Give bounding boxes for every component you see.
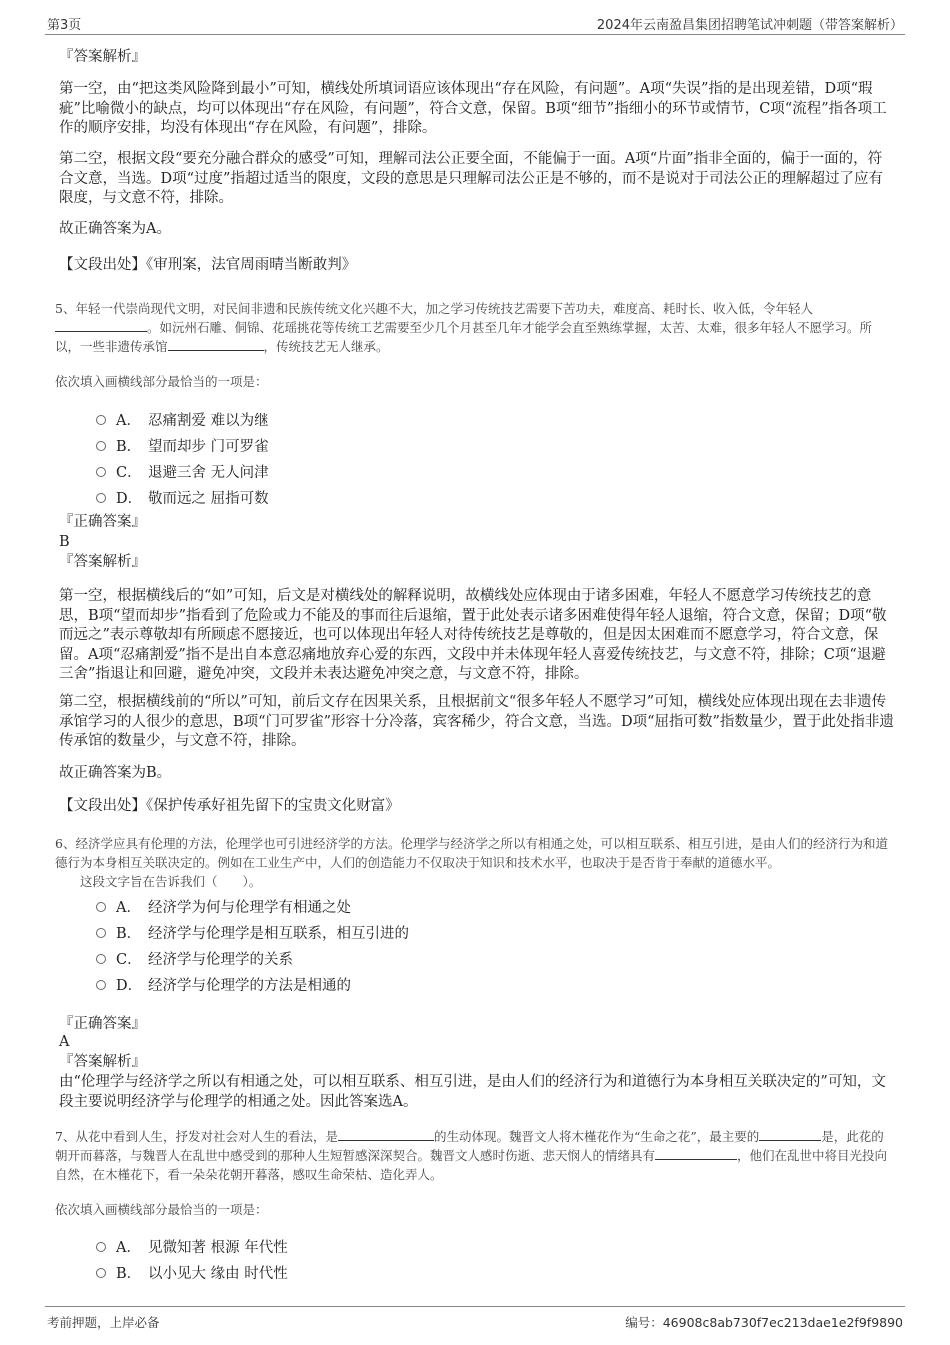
q4-conclusion: 故正确答案为A。: [59, 221, 171, 237]
q7-blank-3: [655, 1146, 737, 1160]
q6-question: 6、经济学应具有伦理的方法，伦理学也可引进经济学的方法。伦理学与经济学之所以有相通之处，可以相互联系、相互引进，是由人们的经济行为和道德行为本身相互关联决定的。例如在工业生产中，人们的创造能力不仅取决于知识和技术水平，也取决于是否肯于奉献的道德水平。: [55, 836, 888, 870]
q6-analysis-p1: 由“伦理学与经济学之所以有相通之处，可以相互联系、相互引进，是由人们的经济行为和道德行为本身相互关联决定的”可知，文段主要说明经济学与伦理学的相通之处。因此答案选A。: [59, 1074, 886, 1110]
q5-text-a: 5、年轻一代崇尚现代文明，对民间非遗和民族传统文化兴趣不大，加之学习传统技艺需要下苦功夫，难度高、耗时长、收入低，令年轻人: [55, 301, 813, 316]
q5-text-c: ，传统技艺无人继承。: [263, 339, 389, 354]
radio-icon[interactable]: [96, 1268, 106, 1278]
q6-option-b[interactable]: B． 经济学与伦理学是相互联系，相互引进的: [96, 922, 409, 943]
radio-icon[interactable]: [96, 902, 106, 912]
page-number: 第3页: [47, 18, 82, 33]
q6-prompt: 这段文字旨在告诉我们（ ）。: [80, 874, 262, 889]
q6-option-d[interactable]: D． 经济学与伦理学的方法是相通的: [96, 974, 351, 995]
q5-text-b: 。如沅州石雕、侗锦、花瑶挑花等传统工艺需要至少几个月甚至几年才能学会直至熟练掌握，太苦、太难，很多年轻人不愿学习。所以，一些非遗传承馆: [55, 320, 873, 354]
q5-option-c[interactable]: C． 退避三舍 无人问津: [96, 461, 269, 482]
radio-icon[interactable]: [96, 954, 106, 964]
q6-option-c[interactable]: C． 经济学与伦理学的关系: [96, 948, 293, 969]
page-header: [45, 12, 905, 35]
q5-analysis-label: 『答案解析』: [59, 554, 146, 570]
radio-icon[interactable]: [96, 467, 106, 477]
q6-correct-answer: A: [59, 1034, 70, 1050]
q5-blank-2: [168, 337, 264, 351]
q4-analysis-p2: 第二空，根据文段“要充分融合群众的感受”可知，理解司法公正要全面，不能偏于一面。A项“片面”指非全面的，偏于一面的，符合文意，当选。D项“过度”指超过适当的限度，文段的意思是只理解司法公正是不够的，而不是说对于司法公正的理解超过了应有限度，与文意不符，排除。: [59, 151, 883, 206]
q7-prompt: 依次填入画横线部分最恰当的一项是：: [55, 1202, 268, 1217]
radio-icon[interactable]: [96, 1242, 106, 1252]
document-id: 编号：46908c8ab730f7ec213dae1e2f9f9890: [625, 1315, 903, 1330]
footer-slogan: 考前押题，上岸必备: [47, 1315, 160, 1330]
page-footer: [45, 1306, 905, 1330]
radio-icon[interactable]: [96, 980, 106, 990]
q5-analysis-p2: 第二空，根据横线前的“所以”可知，前后文存在因果关系，且根据前文“很多年轻人不愿学习”可知，横线处应体现出现在去非遗传承馆学习的人很少的意思，B项“门可罗雀”形容十分冷落，宾客稀少，符合文意，当选。D项“屈指可数”指数量少，置于此处指非遗传承馆的数量少，与文意不符，排除。: [59, 694, 894, 749]
q7-text-a: 7、从花中看到人生，抒发对社会对人生的看法，是: [55, 1129, 338, 1144]
radio-icon[interactable]: [96, 928, 106, 938]
q7-text-b: 的生动体现。魏晋文人将木槿花作为“生命之花”，最主要的: [433, 1129, 760, 1144]
q6-option-a[interactable]: A． 经济学为何与伦理学有相通之处: [96, 896, 351, 917]
q7-text-c: 是，此花的朝开而暮落，与魏晋人在乱世中感受到的那种人生短暂感深深契合。魏晋文人感时伤逝、悲天悯人的情绪具有: [55, 1129, 884, 1163]
q4-analysis-p1: 第一空，由“把这类风险降到最小”可知，横线处所填词语应该体现出“存在风险，有问题”。A项“失误”指的是出现差错，D项“瑕疵”比喻微小的缺点，均可以体现出“存在风险，有问题”，符合文意，保留。B项“细节”指细小的环节或情节，C项“流程”指各项工作的顺序安排，均没有体现出“存在风险，有问题”，排除。: [59, 81, 887, 136]
q5-source: 【文段出处】《保护传承好祖先留下的宝贵文化财富》: [59, 798, 400, 814]
q5-prompt: 依次填入画横线部分最恰当的一项是：: [55, 374, 268, 389]
radio-icon[interactable]: [96, 415, 106, 425]
q5-question: [55, 299, 895, 356]
q4-analysis-label: 『答案解析』: [59, 49, 146, 65]
q7-text-d: ，他们在乱世中将目光投向自然，在木槿花下，看一朵朵花朝开暮落，感叹生命荣枯、造化弄人。: [55, 1148, 888, 1182]
q5-option-b[interactable]: B． 望而却步 门可罗雀: [96, 435, 269, 456]
q6-analysis-label: 『答案解析』: [59, 1054, 146, 1070]
q5-option-d[interactable]: D． 敬而远之 屈指可数: [96, 487, 269, 508]
q7-option-b[interactable]: B． 以小见大 缘由 时代性: [96, 1262, 288, 1283]
q5-correct-answer: B: [59, 534, 70, 550]
document-title: 2024年云南盈昌集团招聘笔试冲刺题（带答案解析）: [596, 18, 903, 33]
q4-source: 【文段出处】《审刑案，法官周雨晴当断敢判》: [59, 257, 357, 273]
radio-icon[interactable]: [96, 441, 106, 451]
q5-option-a[interactable]: A． 忍痛割爱 难以为继: [96, 409, 269, 430]
q7-option-a[interactable]: A． 见微知著 根源 年代性: [96, 1236, 288, 1257]
q5-conclusion: 故正确答案为B。: [59, 765, 172, 781]
q5-blank-1: [55, 318, 147, 332]
q6-correct-label: 『正确答案』: [59, 1016, 146, 1032]
q5-correct-label: 『正确答案』: [59, 514, 146, 530]
q7-blank-2: [759, 1127, 821, 1141]
q7-question: [55, 1127, 895, 1184]
q7-blank-1: [338, 1127, 434, 1141]
radio-icon[interactable]: [96, 493, 106, 503]
q5-analysis-p1: 第一空，根据横线后的“如”可知，后文是对横线处的解释说明，故横线处应体现由于诸多困难，年轻人不愿意学习传统技艺的意思，B项“望而却步”指看到了危险或力不能及的事而往后退缩，置于此处表示诸多困难使得年轻人退缩，符合文意，保留；D项“敬而远之”表示尊敬却有所顾虑不愿接近，也可以体现出年轻人对待传统技艺是尊敬的，但是因太困难而不愿意学习，符合文意，保留。A项“忍痛割爱”指不是出自本意忍痛地放弃心爱的东西，文段中并未体现年轻人喜爱传统技艺，与文意不符，排除；C项“退避三舍”指退让和回避，避免冲突，文段并未表达避免冲突之意，与文意不符，排除。: [59, 588, 887, 682]
